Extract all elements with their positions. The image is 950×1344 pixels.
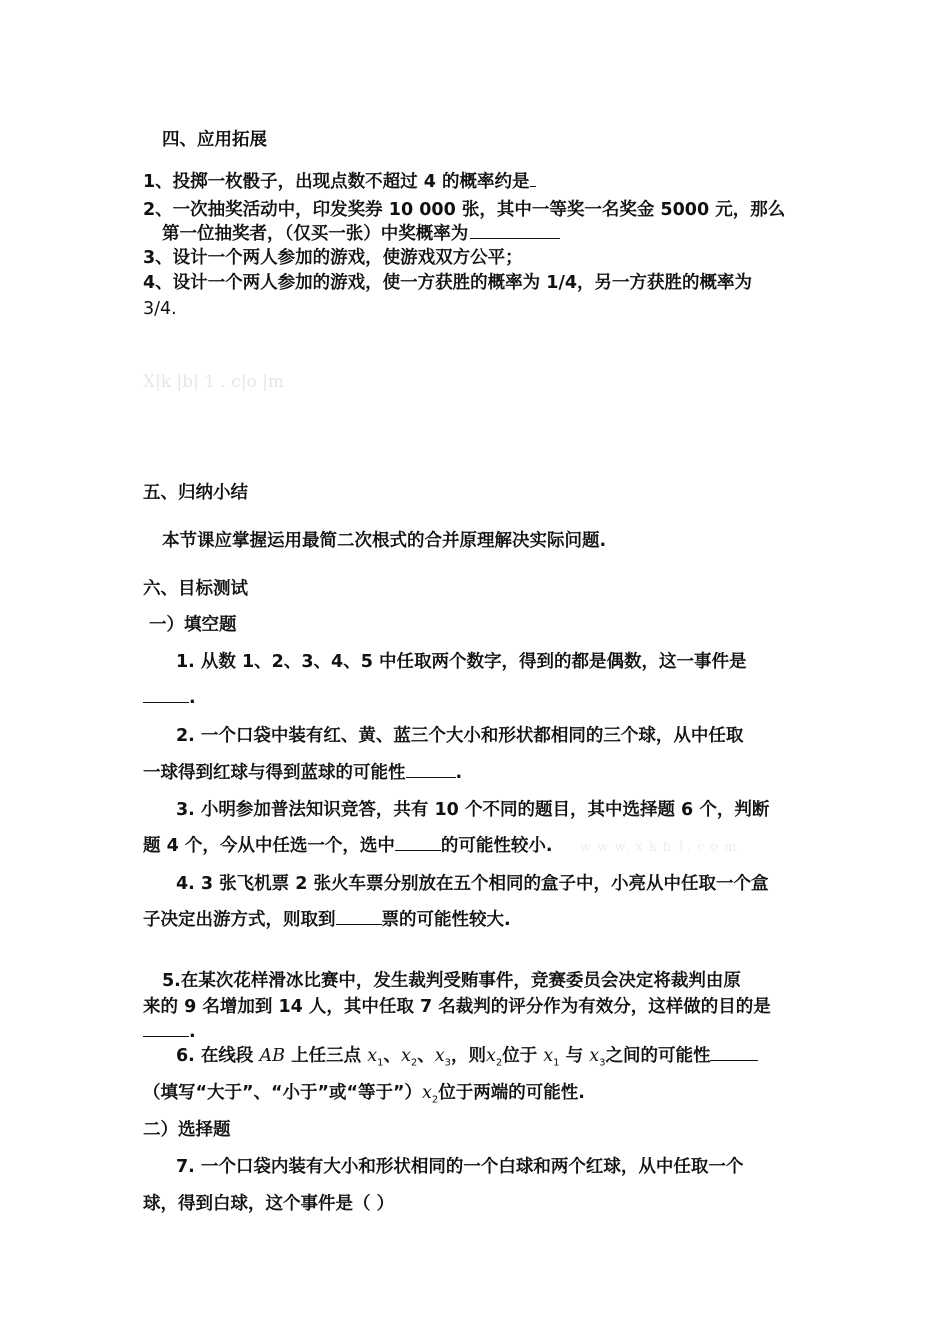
s4-question-3: 3、设计一个两人参加的游戏，使游戏双方公平； xyxy=(143,248,523,268)
t-question-4-line2: 子决定出游方式，则取到 票的可能性较大. xyxy=(143,910,511,930)
section5-body: 本节课应掌握运用最简二次根式的合并原理解决实际问题. xyxy=(162,531,607,551)
section5-heading: 五、归纳小结 xyxy=(143,483,248,503)
s4-question-1: 1、投掷一枚骰子，出现点数不超过 4 的概率约是 xyxy=(143,170,536,194)
section6-heading: 六、目标测试 xyxy=(143,579,248,599)
answer-blank xyxy=(143,686,189,703)
t-question-5-line3: . xyxy=(143,1020,196,1044)
answer-blank xyxy=(395,834,441,851)
t-question-3-line1: 3. 小明参加普法知识竞答，共有 10 个不同的题目，其中选择题 6 个，判断 xyxy=(176,800,770,820)
t-question-7-line2: 球，得到白球，这个事件是（ ） xyxy=(143,1194,395,1214)
t-question-4-line1: 4. 3 张飞机票 2 张火车票分别放在五个相同的盒子中，小亮从中任取一个盒 xyxy=(176,874,769,894)
s4-question-4-line1: 4、设计一个两人参加的游戏，使一方获胜的概率为 1/4，另一方获胜的概率为 xyxy=(143,273,753,293)
fill-in-heading: 一）填空题 xyxy=(149,615,237,635)
t-question-2-line1: 2. 一个口袋中装有红、黄、蓝三个大小和形状都相同的三个球，从中任取 xyxy=(176,726,744,746)
answer-blank xyxy=(336,908,382,925)
t-question-1-line2: . xyxy=(143,686,196,710)
answer-blank xyxy=(530,170,536,187)
t-question-1-line1: 1. 从数 1、2、3、4、5 中任取两个数字，得到的都是偶数，这一事件是 xyxy=(176,652,747,672)
t-question-2-line2: 一球得到红球与得到蓝球的可能性 . xyxy=(143,763,463,783)
watermark: w w w. x k b 1. c o m xyxy=(580,840,738,855)
answer-blank xyxy=(470,222,560,239)
choice-heading: 二）选择题 xyxy=(143,1120,231,1140)
s4-question-2-line2: 第一位抽奖者，（仅买一张）中奖概率为 xyxy=(162,222,560,246)
t-question-3-line2: 题 4 个，今从中任选一个，选中 的可能性较小. xyxy=(143,836,553,856)
section4-heading: 四、应用拓展 xyxy=(162,130,267,150)
answer-blank xyxy=(710,1044,758,1061)
t-question-5-line1: 5.在某次花样滑冰比赛中，发生裁判受贿事件，竞赛委员会决定将裁判由原 xyxy=(162,971,741,991)
s4-question-2-line1: 2、一次抽奖活动中，印发奖券 10 000 张，其中一等奖一名奖金 5000 元，那么 xyxy=(143,200,786,220)
watermark: X|k |b| 1 . c|o |m xyxy=(143,372,285,392)
s4-question-4-line2: 3/4. xyxy=(143,299,177,319)
answer-blank xyxy=(143,1020,189,1037)
t-question-5-line2: 来的 9 名增加到 14 人，其中任取 7 名裁判的评分作为有效分，这样做的目的是 xyxy=(143,997,771,1017)
t-question-7-line1: 7. 一个口袋内装有大小和形状相同的一个白球和两个红球，从中任取一个 xyxy=(176,1157,744,1177)
answer-blank xyxy=(406,761,456,778)
t-question-6-line2: （填写“大于”、“小于”或“等于$”)x_2$位于两端的可能性. xyxy=(143,1083,585,1106)
t-question-6-line1: 6. 在线段 AB 上任三点 $x_1$、$x_2$、$x_3$，则$x_2$位于 $x_1$ 与 $x_3$之间的可能性 xyxy=(176,1044,758,1076)
